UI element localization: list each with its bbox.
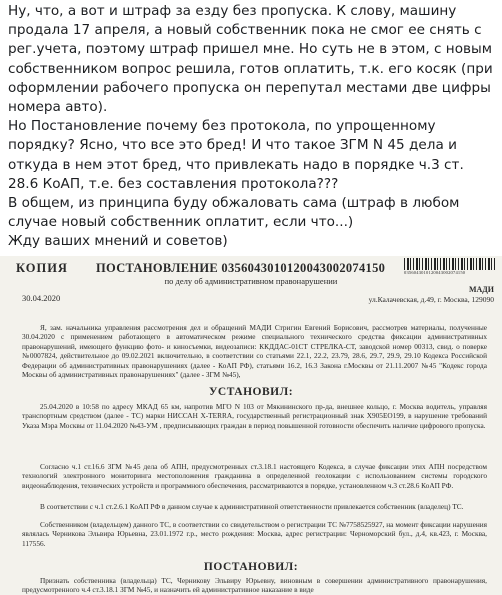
- intro-paragraph: Я, зам. начальника управления рассмотрения дел и обращений МАДИ Стригин Евгений Борисович, рассмотрев материалы, полученные 30.04.2020 с применением работающего в автоматическом режиме специального технического средства фиксации административных правонарушений, имеющего функцию фото- и киносъемки, видеозаписи: ККДДАС-01СТ СТРЕЛКА-СТ, заводской номер 00313, свид. о поверке №0007824, действительное до 09.02.2021 включительно, в соответствии со статьями 22.1, 22.2, 23.79, 28.6, 29.7, 29.9, 29.10 Кодекса Российской Федерации об административных правонарушениях (далее - КоАП РФ), статьями 16.2, 16.3 Закона г.Москвы от 21.11.2007 №45 "Кодекс города Москвы об административных правонарушениях" (далее - ЗГМ №45),: [22, 323, 487, 380]
- document-photo[interactable]: [0, 256, 502, 595]
- post-paragraph: Ну, что, а вот и штраф за езду без пропуска. К слову, машину продала 17 апреля, а новый собственник пока не смог ее снять с рег.учета, поэтому штраф пришел мне. Но суть не в этом, с новым собственником вопрос решила, готов оплатить, т.к. его косяк (при оформлении рабочего пропуска он перепутал местами две цифры номера авто).: [8, 3, 493, 116]
- post-body: [0, 0, 502, 256]
- barcode-icon: [404, 258, 496, 270]
- owner-paragraph: Собственником (владельцем) данного ТС, в соответствии со свидетельством о регистрации ТС №7758525927, на момент фиксации нарушения являлась Черникова Эльвира Юрьевна, 23.01.1972 г.р., место рождения: Москва, адрес регистрации: Черноморский бул., д.4, кв.423, г. Москва, 117556.: [22, 520, 487, 548]
- org-name: МАДИ: [468, 285, 494, 294]
- resolved-paragraph: Признать собственника (владельца) ТС, Черникову Эльвиру Юрьевну, виновным в совершении административного правонарушения, предусмотренного ч.4 ст.3.18.1 ЗГМ №45, и назначить ей административное наказание в виде: [22, 576, 487, 595]
- per-article-paragraph: В соответствии с ч.1 ст.2.6.1 КоАП РФ в данном случае к административной ответственности привлекается собственник (владелец) ТС.: [40, 502, 464, 511]
- heading-resolved: ПОСТАНОВИЛ:: [203, 561, 299, 573]
- org-block: [369, 285, 494, 305]
- barcode-number: 0356043010120043002074150: [404, 270, 466, 275]
- copy-label: КОПИЯ: [16, 261, 68, 275]
- post-paragraph: В общем, из принципа буду обжаловать сама (штраф в любом случае новый собственник оплатит, если что...): [8, 195, 460, 231]
- heading-established: УСТАНОВИЛ:: [208, 386, 294, 398]
- post-paragraph: Но Постановление почему без протокола, по упрощенному порядку? Ясно, что все это бред! И что такое ЗГМ N 45 дела и откуда в нем этот бред, что привлекать надо в порядке ч.3 ст. 28.6 КоАП, т.е. без составления протокола???: [8, 118, 464, 192]
- post-paragraph: Жду ваших мнений и советов): [8, 233, 228, 250]
- post-text: [8, 2, 496, 252]
- document-subtitle: по делу об административном правонарушении: [164, 276, 338, 286]
- liability-paragraph: Согласно ч.1 ст.16.6 ЗГМ №45 дела об АПН, предусмотренных ст.3.18.1 настоящего Кодекса, в случае фиксации этих АПН посредством технологий электронного мониторинга местоположения гражданина в определенной геолокации с использованием системы городского видеонаблюдения, технических устройств и программного обеспечения, рассматриваются в порядке, установленном ч.3 ст.28.6 КоАП РФ.: [22, 462, 487, 490]
- established-paragraph: 25.04.2020 в 10:58 по адресу МКАД 65 км, напротив МГО N 103 от Мякининского пр-да, внешнее кольцо, г. Москва водитель, управляя транспортным средством (далее - ТС) марки НИССАН X-TERRA, государственный регистрационный знак X905EO199, в нарушение требований Указа Мэра Москвы от 11.04.2020 №43-УМ , предписывающих граждан в период повышенной готовности обеспечить наличие цифрового пропуска.: [22, 402, 487, 430]
- document-title: ПОСТАНОВЛЕНИЕ 0356043010120043002074150: [96, 261, 386, 275]
- document-date: 30.04.2020: [22, 293, 61, 303]
- org-address: ул.Калачевская, д.49, г. Москва, 129090: [368, 295, 494, 304]
